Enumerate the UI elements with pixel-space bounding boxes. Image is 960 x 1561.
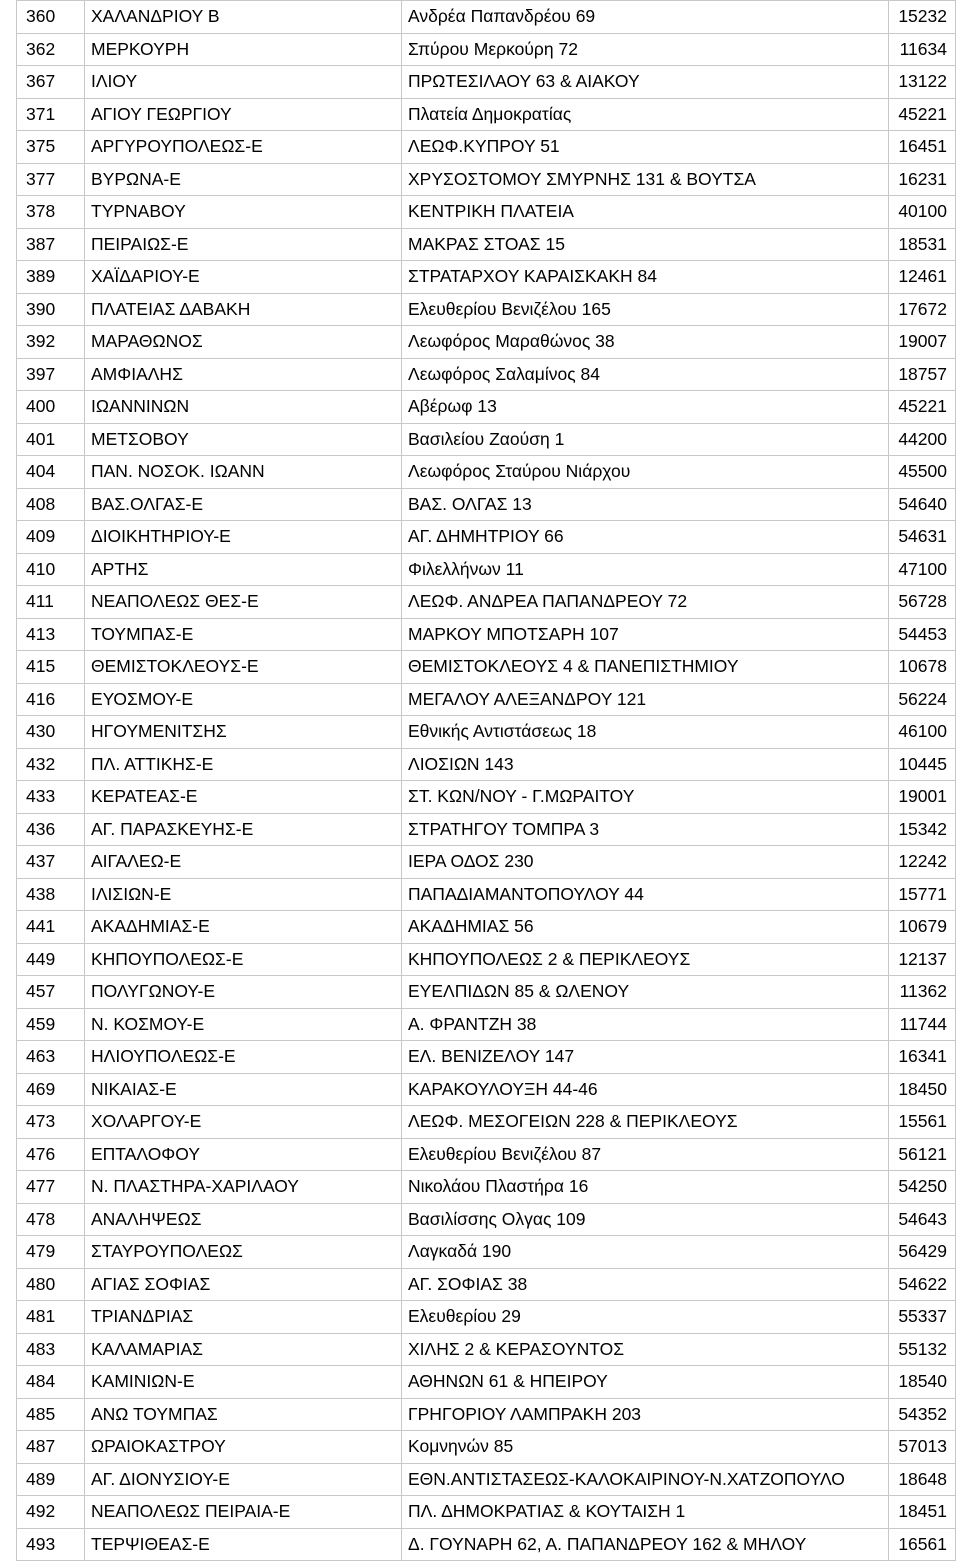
branch-name-cell: Ν. ΚΟΣΜΟΥ-Ε [85,1008,402,1041]
postal-code-cell: 11362 [889,976,956,1009]
branch-name-cell: ΑΙΓΑΛΕΩ-Ε [85,846,402,879]
table-row [17,98,956,131]
branch-address-cell: ΠΡΩΤΕΣΙΛΑΟΥ 63 & ΑΙΑΚΟΥ [402,66,889,99]
table-row [17,846,956,879]
table-row [17,1301,956,1334]
branch-code-cell: 441 [17,911,85,944]
postal-code-cell: 54250 [889,1171,956,1204]
postal-code-cell: 12242 [889,846,956,879]
branch-code-cell: 389 [17,261,85,294]
branch-code-cell: 469 [17,1073,85,1106]
postal-code-cell: 19001 [889,781,956,814]
table-row [17,943,956,976]
branch-code-cell: 413 [17,618,85,651]
branch-code-cell: 415 [17,651,85,684]
branch-address-cell: Νικολάου Πλαστήρα 16 [402,1171,889,1204]
branch-address-cell: ΑΓ. ΣΟΦΙΑΣ 38 [402,1268,889,1301]
table-row [17,748,956,781]
table-row [17,293,956,326]
branch-address-cell: Κομνηνών 85 [402,1431,889,1464]
branch-address-cell: ΚΑΡΑΚΟΥΛΟΥΞΗ 44-46 [402,1073,889,1106]
postal-code-cell: 15561 [889,1106,956,1139]
table-row [17,423,956,456]
branch-name-cell: Ν. ΠΛΑΣΤΗΡΑ-ΧΑΡΙΛΑΟΥ [85,1171,402,1204]
branch-code-cell: 397 [17,358,85,391]
branch-code-cell: 432 [17,748,85,781]
postal-code-cell: 57013 [889,1431,956,1464]
postal-code-cell: 18450 [889,1073,956,1106]
postal-code-cell: 16561 [889,1528,956,1561]
branch-address-cell: Πλατεία Δημοκρατίας [402,98,889,131]
branch-name-cell: ΗΛΙΟΥΠΟΛΕΩΣ-Ε [85,1041,402,1074]
table-row [17,131,956,164]
table-row [17,1333,956,1366]
postal-code-cell: 18757 [889,358,956,391]
branch-code-cell: 463 [17,1041,85,1074]
branch-address-cell: Λαγκαδά 190 [402,1236,889,1269]
branch-code-cell: 476 [17,1138,85,1171]
branch-address-cell: ΠΑΠΑΔΙΑΜΑΝΤΟΠΟΥΛΟΥ 44 [402,878,889,911]
postal-code-cell: 56224 [889,683,956,716]
branch-address-cell: ΛΕΩΦ. ΜΕΣΟΓΕΙΩΝ 228 & ΠΕΡΙΚΛΕΟΥΣ [402,1106,889,1139]
branch-code-cell: 409 [17,521,85,554]
branch-code-cell: 378 [17,196,85,229]
table-row [17,1431,956,1464]
postal-code-cell: 19007 [889,326,956,359]
table-row [17,683,956,716]
branch-name-cell: ΑΡΤΗΣ [85,553,402,586]
table-row [17,586,956,619]
branch-table-body [17,1,956,1561]
branch-address-cell: Βασιλείου Ζαούση 1 [402,423,889,456]
branch-code-cell: 492 [17,1496,85,1529]
table-row [17,456,956,489]
branch-name-cell: ΤΕΡΨΙΘΕΑΣ-Ε [85,1528,402,1561]
branch-name-cell: ΩΡΑΙΟΚΑΣΤΡΟΥ [85,1431,402,1464]
table-row [17,391,956,424]
branch-name-cell: ΠΛ. ΑΤΤΙΚΗΣ-Ε [85,748,402,781]
table-row [17,1106,956,1139]
branch-name-cell: ΑΝΑΛΗΨΕΩΣ [85,1203,402,1236]
branch-name-cell: ΑΓΙΟΥ ΓΕΩΡΓΙΟΥ [85,98,402,131]
table-row [17,261,956,294]
postal-code-cell: 54631 [889,521,956,554]
branch-address-cell: Φιλελλήνων 11 [402,553,889,586]
table-row [17,196,956,229]
postal-code-cell: 18648 [889,1463,956,1496]
postal-code-cell: 54643 [889,1203,956,1236]
table-row [17,488,956,521]
postal-code-cell: 12137 [889,943,956,976]
postal-code-cell: 18540 [889,1366,956,1399]
postal-code-cell: 15771 [889,878,956,911]
branch-name-cell: ΤΥΡΝΑΒΟΥ [85,196,402,229]
branch-address-cell: Ελευθερίου Βενιζέλου 165 [402,293,889,326]
branch-address-cell: ΚΕΝΤΡΙΚΗ ΠΛΑΤΕΙΑ [402,196,889,229]
branch-address-cell: ΙΕΡΑ ΟΔΟΣ 230 [402,846,889,879]
table-row [17,976,956,1009]
table-row [17,618,956,651]
branch-code-cell: 410 [17,553,85,586]
postal-code-cell: 54352 [889,1398,956,1431]
table-row [17,1236,956,1269]
branch-code-cell: 493 [17,1528,85,1561]
branch-name-cell: ΑΓΙΑΣ ΣΟΦΙΑΣ [85,1268,402,1301]
table-row [17,878,956,911]
branch-address-cell: ΑΓ. ΔΗΜΗΤΡΙΟΥ 66 [402,521,889,554]
branch-name-cell: ΜΕΤΣΟΒΟΥ [85,423,402,456]
postal-code-cell: 10445 [889,748,956,781]
branch-address-cell: Α. ΦΡΑΝΤΖΗ 38 [402,1008,889,1041]
branch-address-cell: ΑΚΑΔΗΜΙΑΣ 56 [402,911,889,944]
postal-code-cell: 56121 [889,1138,956,1171]
branch-address-cell: ΧΙΛΗΣ 2 & ΚΕΡΑΣΟΥΝΤΟΣ [402,1333,889,1366]
postal-code-cell: 16341 [889,1041,956,1074]
branch-address-cell: ΘΕΜΙΣΤΟΚΛΕΟΥΣ 4 & ΠΑΝΕΠΙΣΤΗΜΙΟΥ [402,651,889,684]
postal-code-cell: 46100 [889,716,956,749]
branch-name-cell: ΝΕΑΠΟΛΕΩΣ ΠΕΙΡΑΙΑ-Ε [85,1496,402,1529]
table-row [17,651,956,684]
branch-code-cell: 485 [17,1398,85,1431]
branch-address-cell: Λεωφόρος Σαλαμίνος 84 [402,358,889,391]
postal-code-cell: 16231 [889,163,956,196]
branch-address-cell: Ελευθερίου 29 [402,1301,889,1334]
branch-address-cell: Δ. ΓΟΥΝΑΡΗ 62, Α. ΠΑΠΑΝΔΡΕΟΥ 162 & ΜΗΛΟΥ [402,1528,889,1561]
branch-name-cell: ΒΑΣ.ΟΛΓΑΣ-Ε [85,488,402,521]
branch-name-cell: ΔΙΟΙΚΗΤΗΡΙΟΥ-Ε [85,521,402,554]
branch-code-cell: 377 [17,163,85,196]
postal-code-cell: 54453 [889,618,956,651]
branch-code-cell: 479 [17,1236,85,1269]
branch-address-cell: ΣΤΡΑΤΗΓΟΥ ΤΟΜΠΡΑ 3 [402,813,889,846]
branch-address-cell: ΕΥΕΛΠΙΔΩΝ 85 & ΩΛΕΝΟΥ [402,976,889,1009]
branch-address-cell: ΛΕΩΦ.ΚΥΠΡΟΥ 51 [402,131,889,164]
branch-name-cell: ΑΜΦΙΑΛΗΣ [85,358,402,391]
branch-name-cell: ΑΚΑΔΗΜΙΑΣ-Ε [85,911,402,944]
postal-code-cell: 13122 [889,66,956,99]
postal-code-cell: 12461 [889,261,956,294]
table-row [17,1398,956,1431]
table-row [17,553,956,586]
branch-code-cell: 487 [17,1431,85,1464]
branch-name-cell: ΑΓ. ΠΑΡΑΣΚΕΥΗΣ-Ε [85,813,402,846]
branch-address-cell: ΛΙΟΣΙΩΝ 143 [402,748,889,781]
branch-name-cell: ΕΥΟΣΜΟΥ-Ε [85,683,402,716]
branch-name-cell: ΚΑΜΙΝΙΩΝ-Ε [85,1366,402,1399]
table-row [17,1268,956,1301]
branch-address-cell: ΕΘΝ.ΑΝΤΙΣΤΑΣΕΩΣ-ΚΑΛΟΚΑΙΡΙΝΟΥ-Ν.ΧΑΤΖΟΠΟΥΛΟ [402,1463,889,1496]
postal-code-cell: 40100 [889,196,956,229]
branch-name-cell: ΧΟΛΑΡΓΟΥ-Ε [85,1106,402,1139]
branch-name-cell: ΠΑΝ. ΝΟΣΟΚ. ΙΩΑΝΝ [85,456,402,489]
table-row [17,911,956,944]
branch-address-cell: Αβέρωφ 13 [402,391,889,424]
branch-code-cell: 477 [17,1171,85,1204]
postal-code-cell: 45221 [889,391,956,424]
table-row [17,33,956,66]
branch-address-cell: Βασιλίσσης Ολγας 109 [402,1203,889,1236]
table-row [17,1073,956,1106]
branch-code-cell: 367 [17,66,85,99]
branch-code-cell: 484 [17,1366,85,1399]
branch-code-cell: 483 [17,1333,85,1366]
branch-address-cell: ΚΗΠΟΥΠΟΛΕΩΣ 2 & ΠΕΡΙΚΛΕΟΥΣ [402,943,889,976]
branch-address-cell: Σπύρου Μερκούρη 72 [402,33,889,66]
table-row [17,813,956,846]
table-row [17,163,956,196]
table-row [17,1496,956,1529]
branch-address-cell: ΠΛ. ΔΗΜΟΚΡΑΤΙΑΣ & ΚΟΥΤΑΙΣΗ 1 [402,1496,889,1529]
postal-code-cell: 15342 [889,813,956,846]
branch-address-cell: ΣΤ. ΚΩΝ/ΝΟΥ - Γ.ΜΩΡΑΙΤΟΥ [402,781,889,814]
branch-code-cell: 449 [17,943,85,976]
branch-address-cell: ΓΡΗΓΟΡΙΟΥ ΛΑΜΠΡΑΚΗ 203 [402,1398,889,1431]
branch-code-cell: 478 [17,1203,85,1236]
table-row [17,1528,956,1561]
branch-name-cell: ΣΤΑΥΡΟΥΠΟΛΕΩΣ [85,1236,402,1269]
postal-code-cell: 56429 [889,1236,956,1269]
table-row [17,1,956,34]
branch-code-cell: 416 [17,683,85,716]
branch-code-cell: 375 [17,131,85,164]
branch-code-cell: 433 [17,781,85,814]
branch-code-cell: 404 [17,456,85,489]
branch-name-cell: ΧΑΛΑΝΔΡΙΟΥ Β [85,1,402,34]
branch-name-cell: ΠΕΙΡΑΙΩΣ-Ε [85,228,402,261]
branch-name-cell: ΗΓΟΥΜΕΝΙΤΣΗΣ [85,716,402,749]
postal-code-cell: 55132 [889,1333,956,1366]
branch-address-cell: ΧΡΥΣΟΣΤΟΜΟΥ ΣΜΥΡΝΗΣ 131 & ΒΟΥΤΣΑ [402,163,889,196]
table-row [17,1041,956,1074]
postal-code-cell: 54622 [889,1268,956,1301]
branch-address-cell: ΛΕΩΦ. ΑΝΔΡΕΑ ΠΑΠΑΝΔΡΕΟΥ 72 [402,586,889,619]
branch-address-cell: ΜΑΚΡΑΣ ΣΤΟΑΣ 15 [402,228,889,261]
table-row [17,228,956,261]
branch-name-cell: ΕΠΤΑΛΟΦΟΥ [85,1138,402,1171]
branch-table [16,0,956,1561]
branch-name-cell: ΑΡΓΥΡΟΥΠΟΛΕΩΣ-Ε [85,131,402,164]
branch-address-cell: ΣΤΡΑΤΑΡΧΟΥ ΚΑΡΑΙΣΚΑΚΗ 84 [402,261,889,294]
postal-code-cell: 10678 [889,651,956,684]
table-row [17,716,956,749]
table-row [17,1138,956,1171]
table-row [17,1008,956,1041]
branch-code-cell: 371 [17,98,85,131]
branch-address-cell: ΜΕΓΑΛΟΥ ΑΛΕΞΑΝΔΡΟΥ 121 [402,683,889,716]
branch-code-cell: 457 [17,976,85,1009]
postal-code-cell: 45500 [889,456,956,489]
branch-address-cell: ΕΛ. ΒΕΝΙΖΕΛΟΥ 147 [402,1041,889,1074]
table-row [17,358,956,391]
table-row [17,66,956,99]
branch-name-cell: ΜΕΡΚΟΥΡΗ [85,33,402,66]
branch-code-cell: 459 [17,1008,85,1041]
branch-code-cell: 387 [17,228,85,261]
branch-name-cell: ΝΙΚΑΙΑΣ-Ε [85,1073,402,1106]
branch-address-cell: Ελευθερίου Βενιζέλου 87 [402,1138,889,1171]
branch-address-cell: Λεωφόρος Μαραθώνος 38 [402,326,889,359]
postal-code-cell: 11744 [889,1008,956,1041]
branch-name-cell: ΒΥΡΩΝΑ-Ε [85,163,402,196]
branch-name-cell: ΑΝΩ ΤΟΥΜΠΑΣ [85,1398,402,1431]
postal-code-cell: 16451 [889,131,956,164]
postal-code-cell: 18451 [889,1496,956,1529]
branch-name-cell: ΚΗΠΟΥΠΟΛΕΩΣ-Ε [85,943,402,976]
branch-name-cell: ΙΩΑΝΝΙΝΩΝ [85,391,402,424]
postal-code-cell: 44200 [889,423,956,456]
branch-code-cell: 408 [17,488,85,521]
branch-code-cell: 437 [17,846,85,879]
postal-code-cell: 56728 [889,586,956,619]
branch-code-cell: 411 [17,586,85,619]
branch-address-cell: Ανδρέα Παπανδρέου 69 [402,1,889,34]
branch-code-cell: 360 [17,1,85,34]
branch-address-cell: ΒΑΣ. ΟΛΓΑΣ 13 [402,488,889,521]
branch-name-cell: ΙΛΙΟΥ [85,66,402,99]
branch-code-cell: 473 [17,1106,85,1139]
branch-code-cell: 362 [17,33,85,66]
branch-code-cell: 489 [17,1463,85,1496]
table-row [17,1463,956,1496]
table-row [17,1203,956,1236]
postal-code-cell: 18531 [889,228,956,261]
branch-address-cell: Λεωφόρος Σταύρου Νιάρχου [402,456,889,489]
branch-code-cell: 481 [17,1301,85,1334]
branch-address-cell: ΑΘΗΝΩΝ 61 & ΗΠΕΙΡΟΥ [402,1366,889,1399]
postal-code-cell: 11634 [889,33,956,66]
postal-code-cell: 54640 [889,488,956,521]
branch-name-cell: ΙΛΙΣΙΩΝ-Ε [85,878,402,911]
postal-code-cell: 45221 [889,98,956,131]
table-row [17,521,956,554]
branch-name-cell: ΜΑΡΑΘΩΝΟΣ [85,326,402,359]
branch-code-cell: 401 [17,423,85,456]
postal-code-cell: 10679 [889,911,956,944]
postal-code-cell: 15232 [889,1,956,34]
table-row [17,1366,956,1399]
branch-code-cell: 430 [17,716,85,749]
branch-name-cell: ΤΡΙΑΝΔΡΙΑΣ [85,1301,402,1334]
postal-code-cell: 47100 [889,553,956,586]
branch-address-cell: Εθνικής Αντιστάσεως 18 [402,716,889,749]
branch-code-cell: 390 [17,293,85,326]
branch-name-cell: ΧΑΪΔΑΡΙΟΥ-Ε [85,261,402,294]
table-row [17,781,956,814]
postal-code-cell: 55337 [889,1301,956,1334]
branch-code-cell: 400 [17,391,85,424]
branch-code-cell: 392 [17,326,85,359]
branch-name-cell: ΝΕΑΠΟΛΕΩΣ ΘΕΣ-Ε [85,586,402,619]
branch-code-cell: 438 [17,878,85,911]
branch-name-cell: ΚΑΛΑΜΑΡΙΑΣ [85,1333,402,1366]
branch-name-cell: ΑΓ. ΔΙΟΝΥΣΙΟΥ-Ε [85,1463,402,1496]
branch-name-cell: ΘΕΜΙΣΤΟΚΛΕΟΥΣ-Ε [85,651,402,684]
table-row [17,1171,956,1204]
branch-name-cell: ΠΟΛΥΓΩΝΟΥ-Ε [85,976,402,1009]
postal-code-cell: 17672 [889,293,956,326]
branch-name-cell: ΚΕΡΑΤΕΑΣ-Ε [85,781,402,814]
branch-address-cell: ΜΑΡΚΟΥ ΜΠΟΤΣΑΡΗ 107 [402,618,889,651]
branch-code-cell: 480 [17,1268,85,1301]
branch-name-cell: ΠΛΑΤΕΙΑΣ ΔΑΒΑΚΗ [85,293,402,326]
table-row [17,326,956,359]
branch-code-cell: 436 [17,813,85,846]
branch-name-cell: ΤΟΥΜΠΑΣ-Ε [85,618,402,651]
